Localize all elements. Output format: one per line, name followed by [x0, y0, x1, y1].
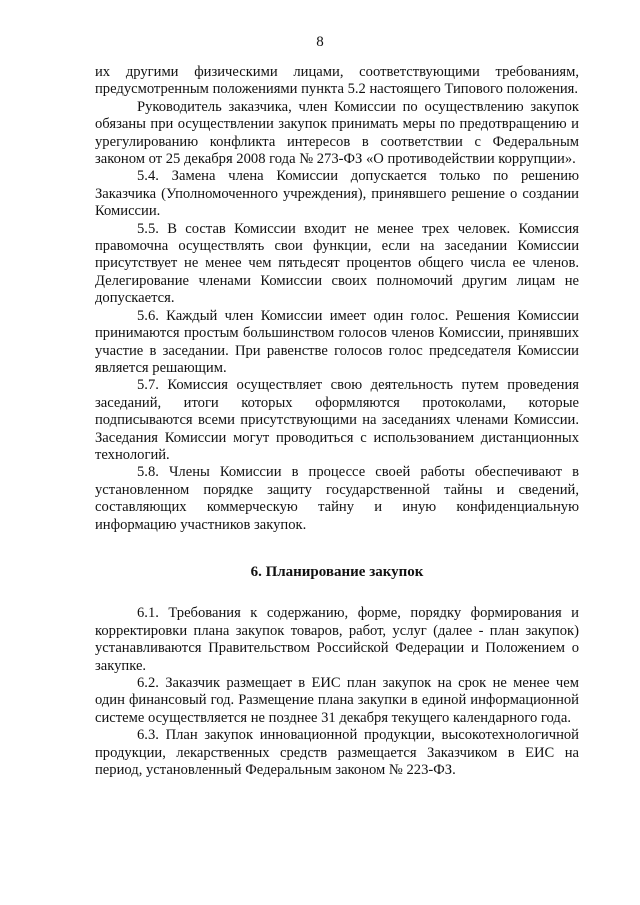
paragraph-5-5: 5.5. В состав Комиссии входит не менее трех человек. Комиссия правомочна осуществлять свои функции, если на заседании Комиссии присутствует не менее чем пятьдесят процентов общего числа ее членов. Делегирование членами Комиссии своих полномочий другим лицам не допускается. — [95, 220, 579, 307]
section-heading: 6. Планирование закупок — [250, 563, 424, 580]
paragraph-6-2: 6.2. Заказчик размещает в ЕИС план закупок на срок не менее чем один финансовый год. Размещение плана закупки в единой информационной системе осуществляется не позднее 31 декабря текущего календарного года. — [95, 675, 579, 726]
paragraph-5-4: 5.4. Замена члена Комиссии допускается только по решению Заказчика (Уполномоченного учреждения), принявшего решение о создании Комиссии. — [95, 168, 579, 220]
paragraph-5-6: 5.6. Каждый член Комиссии имеет один голос. Решения Комиссии принимаются простым большинством голосов членов Комиссии, принявших участие в заседании. При равенстве голосов голос председателя Комиссии является решающим. — [95, 307, 579, 376]
page-number: 8 — [316, 34, 324, 50]
paragraph-continuation: их другими физическими лицами, соответствующими требованиям, предусмотренным положениями пункта 5.2 настоящего Типового положения. — [95, 64, 579, 98]
paragraph-5-7: 5.7. Комиссия осуществляет свою деятельность путем проведения заседаний, итоги которых оформляются протоколами, которые подписываются всеми присутствующими на заседаниях членами Комиссии. Заседания Комиссии могут проводиться с использованием дистанционных технологий. — [95, 377, 579, 463]
paragraph-conflict-of-interest: Руководитель заказчика, член Комиссии по осуществлению закупок обязаны при осуществлении закупок принимать меры по предотвращению и урегулированию конфликта интересов в соответствии с Федеральным законом от 25 декабря 2008 года № 273-ФЗ «О противодействии коррупции». — [95, 98, 579, 168]
paragraph-6-3: 6.3. План закупок инновационной продукции, высокотехнологичной продукции, лекарственных средств размещается Заказчиком в ЕИС на период, установленный Федеральным законом № 223-ФЗ. — [95, 727, 579, 779]
paragraph-6-1: 6.1. Требования к содержанию, форме, порядку формирования и корректировки плана закупок товаров, работ, услуг (далее - план закупок) устанавливаются Правительством Российской Федерации и Положением о закупке. — [95, 605, 579, 674]
document-body — [95, 64, 579, 779]
paragraph-5-8: 5.8. Члены Комиссии в процессе своей работы обеспечивают в установленном порядке защиту государственной тайны и сведений, составляющих коммерческую тайну и иную конфиденциальную информацию участников закупок. — [95, 464, 579, 533]
